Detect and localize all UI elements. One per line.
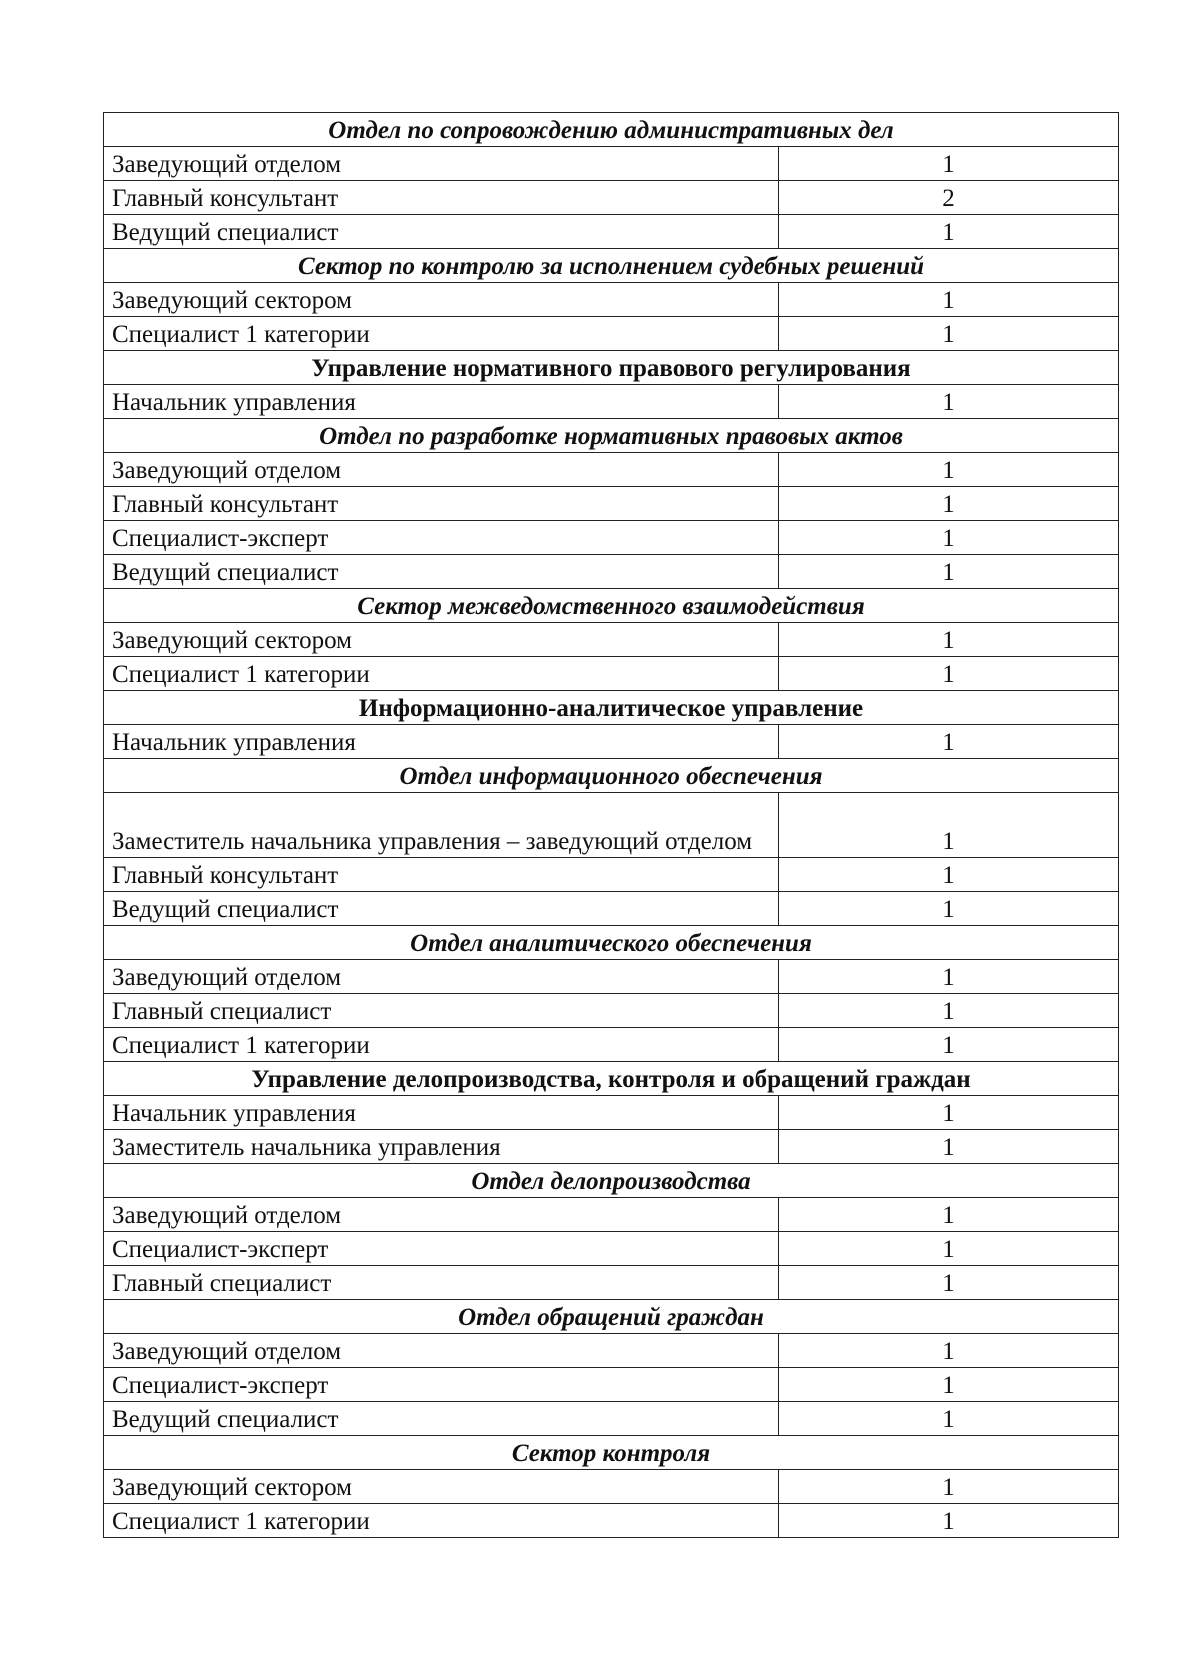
- section-title: Отдел по сопровождению административных дел: [104, 113, 1119, 147]
- position-name: Главный специалист: [104, 1266, 779, 1300]
- position-row: [104, 1334, 1119, 1368]
- section-header-row: [104, 1164, 1119, 1198]
- section-title: Отдел обращений граждан: [104, 1300, 1119, 1334]
- position-row: [104, 147, 1119, 181]
- position-count: 1: [779, 317, 1119, 351]
- position-row: [104, 215, 1119, 249]
- position-name: Начальник управления: [104, 725, 779, 759]
- position-name: Заведующий отделом: [104, 1198, 779, 1232]
- position-name: Заведующий отделом: [104, 147, 779, 181]
- position-row: [104, 725, 1119, 759]
- position-name: Специалист-эксперт: [104, 1368, 779, 1402]
- position-name: Заведующий отделом: [104, 1334, 779, 1368]
- position-count: 1: [779, 1028, 1119, 1062]
- section-header-row: [104, 926, 1119, 960]
- position-count: 1: [779, 1504, 1119, 1538]
- section-title: Информационно-аналитическое управление: [104, 691, 1119, 725]
- section-title: Сектор по контролю за исполнением судебных решений: [104, 249, 1119, 283]
- position-count: 1: [779, 858, 1119, 892]
- position-row: [104, 521, 1119, 555]
- position-row: [104, 960, 1119, 994]
- position-count: 1: [779, 623, 1119, 657]
- section-header-row: [104, 113, 1119, 147]
- position-name: Заведующий сектором: [104, 623, 779, 657]
- position-row: [104, 1232, 1119, 1266]
- position-name: Начальник управления: [104, 1096, 779, 1130]
- position-row: [104, 1470, 1119, 1504]
- position-row: [104, 453, 1119, 487]
- position-row: [104, 1368, 1119, 1402]
- position-count: 1: [779, 215, 1119, 249]
- position-count: 1: [779, 1232, 1119, 1266]
- position-name: Специалист 1 категории: [104, 1028, 779, 1062]
- position-count: 1: [779, 1334, 1119, 1368]
- section-title: Сектор межведомственного взаимодействия: [104, 589, 1119, 623]
- section-title: Управление делопроизводства, контроля и обращений граждан: [104, 1062, 1119, 1096]
- position-row: [104, 555, 1119, 589]
- position-row: [104, 892, 1119, 926]
- position-count: 1: [779, 487, 1119, 521]
- position-name: Специалист 1 категории: [104, 317, 779, 351]
- position-count: 1: [779, 453, 1119, 487]
- position-count: 1: [779, 147, 1119, 181]
- section-title: Отдел аналитического обеспечения: [104, 926, 1119, 960]
- position-row: [104, 317, 1119, 351]
- position-name: Заместитель начальника управления: [104, 1130, 779, 1164]
- section-header-row: [104, 419, 1119, 453]
- section-title: Отдел по разработке нормативных правовых актов: [104, 419, 1119, 453]
- position-row: [104, 487, 1119, 521]
- position-row: [104, 181, 1119, 215]
- position-count: 1: [779, 1368, 1119, 1402]
- position-count: 1: [779, 385, 1119, 419]
- section-header-row: [104, 589, 1119, 623]
- position-row: [104, 283, 1119, 317]
- position-count: 1: [779, 994, 1119, 1028]
- section-title: Отдел делопроизводства: [104, 1164, 1119, 1198]
- position-count: 1: [779, 1198, 1119, 1232]
- position-row: [104, 1402, 1119, 1436]
- position-count: 1: [779, 1266, 1119, 1300]
- position-count: 1: [779, 1470, 1119, 1504]
- position-name: Начальник управления: [104, 385, 779, 419]
- position-count: 2: [779, 181, 1119, 215]
- position-row: [104, 1130, 1119, 1164]
- position-name: Заместитель начальника управления – заведующий отделом: [104, 793, 779, 858]
- position-count: 1: [779, 521, 1119, 555]
- position-count: 1: [779, 1130, 1119, 1164]
- section-header-row: [104, 691, 1119, 725]
- position-row: [104, 657, 1119, 691]
- section-title: Управление нормативного правового регулирования: [104, 351, 1119, 385]
- position-name: Ведущий специалист: [104, 215, 779, 249]
- position-count: 1: [779, 793, 1119, 858]
- position-count: 1: [779, 1096, 1119, 1130]
- position-row: [104, 1028, 1119, 1062]
- position-name: Главный специалист: [104, 994, 779, 1028]
- section-header-row: [104, 759, 1119, 793]
- position-row: [104, 1198, 1119, 1232]
- position-row: [104, 1266, 1119, 1300]
- position-name: Специалист 1 категории: [104, 1504, 779, 1538]
- position-row: [104, 1504, 1119, 1538]
- section-header-row: [104, 351, 1119, 385]
- section-header-row: [104, 1436, 1119, 1470]
- position-name: Заведующий отделом: [104, 960, 779, 994]
- position-count: 1: [779, 960, 1119, 994]
- position-row: [104, 623, 1119, 657]
- position-row: [104, 994, 1119, 1028]
- position-row: [104, 793, 1119, 858]
- position-name: Главный консультант: [104, 858, 779, 892]
- position-row: [104, 1096, 1119, 1130]
- staff-table: [103, 112, 1119, 1538]
- position-row: [104, 858, 1119, 892]
- position-name: Заведующий отделом: [104, 453, 779, 487]
- position-name: Специалист-эксперт: [104, 521, 779, 555]
- position-name: Ведущий специалист: [104, 892, 779, 926]
- position-count: 1: [779, 555, 1119, 589]
- position-row: [104, 385, 1119, 419]
- position-name: Заведующий сектором: [104, 1470, 779, 1504]
- position-count: 1: [779, 283, 1119, 317]
- position-name: Главный консультант: [104, 181, 779, 215]
- section-header-row: [104, 249, 1119, 283]
- section-header-row: [104, 1300, 1119, 1334]
- position-count: 1: [779, 657, 1119, 691]
- position-name: Заведующий сектором: [104, 283, 779, 317]
- staff-table-body: [104, 113, 1119, 1538]
- position-name: Ведущий специалист: [104, 1402, 779, 1436]
- section-header-row: [104, 1062, 1119, 1096]
- position-name: Главный консультант: [104, 487, 779, 521]
- section-title: Сектор контроля: [104, 1436, 1119, 1470]
- position-count: 1: [779, 1402, 1119, 1436]
- position-count: 1: [779, 892, 1119, 926]
- position-count: 1: [779, 725, 1119, 759]
- position-name: Ведущий специалист: [104, 555, 779, 589]
- position-name: Специалист-эксперт: [104, 1232, 779, 1266]
- section-title: Отдел информационного обеспечения: [104, 759, 1119, 793]
- position-name: Специалист 1 категории: [104, 657, 779, 691]
